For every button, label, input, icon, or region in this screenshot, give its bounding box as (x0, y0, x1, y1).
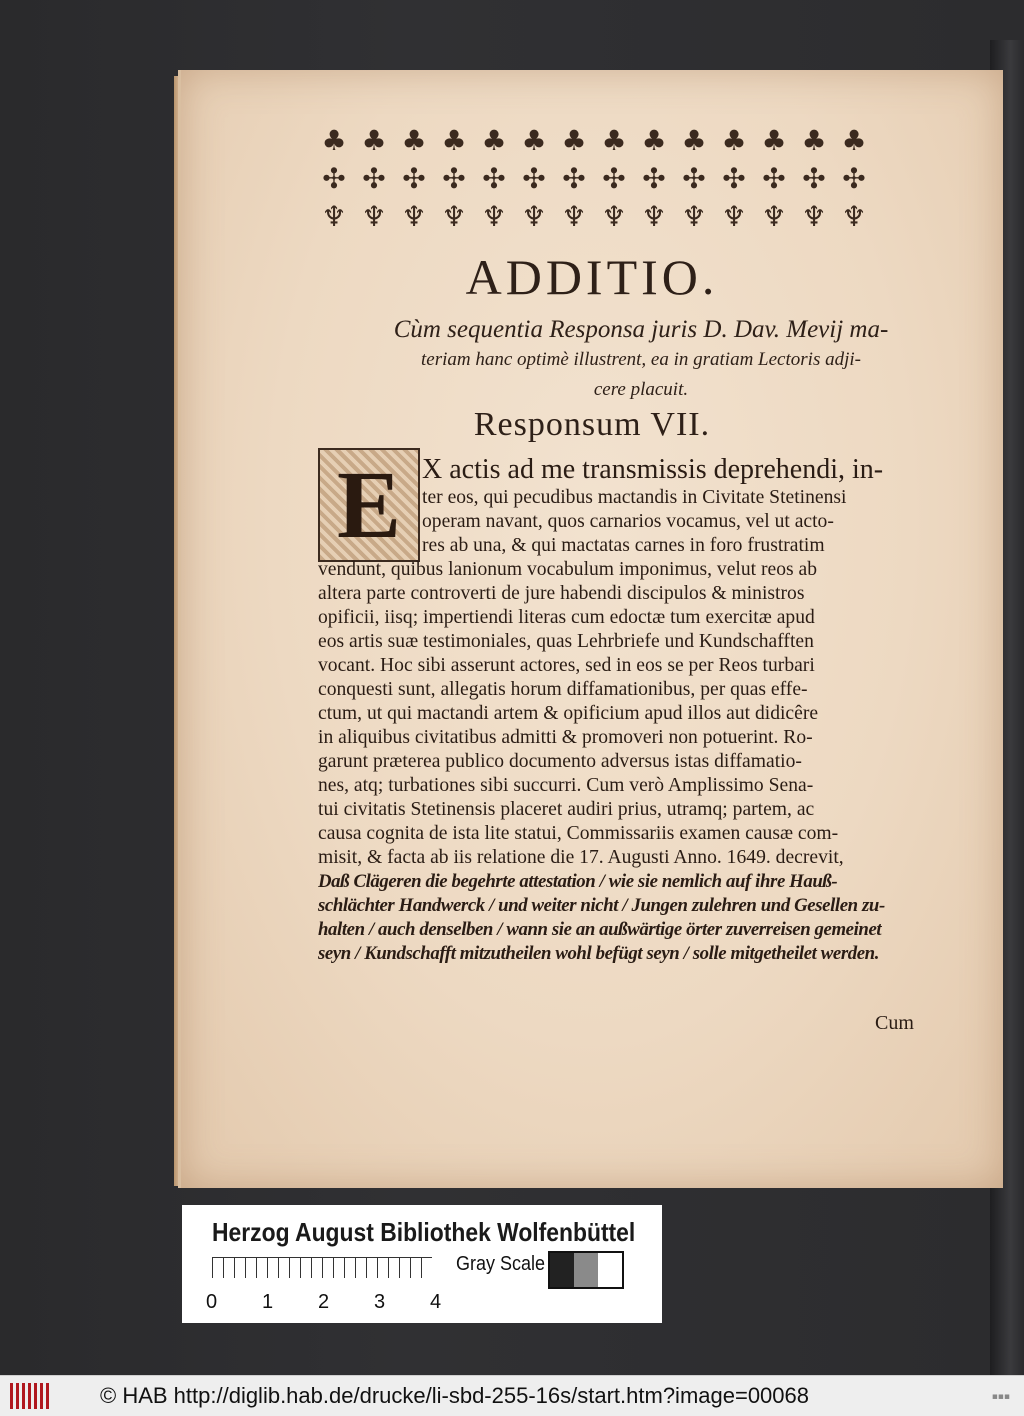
ruler-number: 1 (262, 1291, 274, 1313)
swatch-mid (574, 1253, 598, 1287)
text-line: eos artis suæ testimoniales, quas Lehrbriefe und Kundschafften (318, 631, 814, 652)
text-line: schlächter Handwerck / und weiter nicht / Jungen zulehren und Gesellen zu- (318, 895, 885, 916)
footer-bar (0, 1375, 1024, 1416)
ornament-glyph-icon: ♣ (641, 124, 667, 157)
gray-scale-label: Gray Scale (456, 1253, 546, 1275)
ornament-glyph-icon: ♣ (681, 124, 707, 157)
ornament-glyph-icon: ♣ (321, 124, 347, 157)
ornament-glyph-icon: ♆ (441, 200, 467, 233)
ornament-glyph-icon: ♣ (601, 124, 627, 157)
text-line: nes, atq; turbationes sibi succurri. Cum verò Amplissimo Sena- (318, 775, 814, 796)
text-line: causa cognita de ista lite statui, Commissariis examen causæ com- (318, 823, 839, 844)
ornament-glyph-icon: ♆ (481, 200, 507, 233)
ornament-glyph-icon: ♆ (401, 200, 427, 233)
ornament-glyph-icon: ♆ (841, 200, 867, 233)
ornament-glyph-icon: ♣ (521, 124, 547, 157)
ornament-glyph-icon: ♣ (761, 124, 787, 157)
scale-card (182, 1205, 662, 1323)
ornament-glyph-icon: ♣ (841, 124, 867, 157)
ornament-glyph-icon: ✣ (522, 162, 546, 195)
ruler-numbers (206, 1291, 446, 1313)
ornament-glyph-icon: ♣ (401, 124, 427, 157)
text-line: garunt præterea publico documento adversus istas diffamatio- (318, 751, 802, 772)
ornament-glyph-icon: ♣ (441, 124, 467, 157)
response-title: Responsum VII. (473, 406, 711, 443)
ornament-glyph-icon: ✣ (362, 162, 386, 195)
ornament-glyph-icon: ✣ (762, 162, 786, 195)
ornament-glyph-icon: ✣ (482, 162, 506, 195)
ornament-glyph-icon: ✣ (562, 162, 586, 195)
ornament-glyph-icon: ✣ (402, 162, 426, 195)
hab-logo-icon (10, 1383, 50, 1409)
ornament-row-bottom (319, 200, 869, 234)
ornament-glyph-icon: ♆ (801, 200, 827, 233)
ornament-glyph-icon: ♣ (721, 124, 747, 157)
ornament-glyph-icon: ✣ (802, 162, 826, 195)
text-line: seyn / Kundschafft mitzutheilen wohl befügt seyn / solle mitgetheilet werden. (318, 943, 880, 964)
subtitle-line-1: Cùm sequentia Responsa juris D. Dav. Mevij ma- (393, 316, 889, 343)
ornament-glyph-icon: ♆ (361, 200, 387, 233)
ornament-glyph-icon: ♆ (721, 200, 747, 233)
ornament-glyph-icon: ✣ (322, 162, 346, 195)
subtitle-line-2: teriam hanc optimè illustrent, ea in gratiam Lectoris adji- (421, 349, 861, 370)
text-line: opificii, iisq; impertiendi literas cum edoctæ tum exercitæ apud (318, 607, 815, 628)
ruler-number: 2 (318, 1291, 330, 1313)
text-line: operam navant, quos carnarios vocamus, vel ut acto- (422, 511, 834, 532)
swatch-light (598, 1253, 622, 1287)
ornament-glyph-icon: ♆ (641, 200, 667, 233)
initial-letter: E (336, 451, 402, 558)
ruler-number: 4 (430, 1291, 442, 1313)
subtitle-line-3: cere placuit. (593, 379, 689, 400)
text-line: conquesti sunt, allegatis horum diffamationibus, per quas effe- (318, 679, 808, 700)
text-line: vendunt, quibus lanionum vocabulum imponimus, velut reos ab (318, 559, 818, 580)
ornament-glyph-icon: ✣ (442, 162, 466, 195)
text-line: in aliquibus civitatibus admitti & promoveri non potuerint. Ro- (318, 727, 813, 748)
library-name: Herzog August Bibliothek Wolfenbüttel (212, 1217, 636, 1247)
ruler (212, 1257, 432, 1278)
ornament-glyph-icon: ✣ (722, 162, 746, 195)
body-text (318, 451, 938, 966)
text-line: vocant. Hoc sibi asserunt actores, sed in eos se per Reos turbari (318, 655, 815, 676)
ornament-glyph-icon: ♆ (681, 200, 707, 233)
ornament-glyph-icon: ♣ (561, 124, 587, 157)
ornament-glyph-icon: ♆ (601, 200, 627, 233)
text-line: halten / auch denselben / wann sie an außwärtige örter zuverreisen gemeinet (318, 919, 882, 940)
ornament-glyph-icon: ✣ (642, 162, 666, 195)
ornament-glyph-icon: ♆ (561, 200, 587, 233)
text-line: tui civitatis Stetinensis placeret audiri prius, utramq; partem, ac (318, 799, 815, 820)
text-line: X actis ad me transmissis deprehendi, in- (422, 454, 884, 485)
gray-swatches (548, 1251, 624, 1289)
ornament-band (319, 124, 869, 234)
footer-dots-icon: ▪▪▪ (991, 1392, 1010, 1402)
ornament-glyph-icon: ♆ (321, 200, 347, 233)
ornament-glyph-icon: ✣ (682, 162, 706, 195)
ornament-glyph-icon: ♆ (521, 200, 547, 233)
text-line: altera parte controverti de jure habendi discipulos & ministros (318, 583, 805, 604)
ruler-number: 3 (374, 1291, 386, 1313)
book-page (178, 70, 1003, 1188)
text-line: misit, & facta ab iis relatione die 17. Augusti Anno. 1649. decrevit, (318, 847, 844, 868)
ornament-glyph-icon: ♆ (761, 200, 787, 233)
ornament-glyph-icon: ✣ (602, 162, 626, 195)
ornament-row-top (319, 124, 869, 158)
ornament-glyph-icon: ♣ (801, 124, 827, 157)
ornament-glyph-icon: ♣ (361, 124, 387, 157)
text-line: Daß Clägeren die begehrte attestation / wie sie nemlich auf ihre Hauß- (318, 871, 838, 892)
swatch-dark (550, 1253, 574, 1287)
page-heading: ADDITIO. (465, 249, 719, 305)
ornament-row-middle (319, 162, 869, 196)
ornament-glyph-icon: ✣ (842, 162, 866, 195)
catchword: Cum (875, 1012, 914, 1034)
ornament-glyph-icon: ♣ (481, 124, 507, 157)
footer-credit: © HAB http://diglib.hab.de/drucke/li-sbd-255-16s/start.htm?image=00068 (100, 1383, 809, 1408)
text-line: ter eos, qui pecudibus mactandis in Civitate Stetinensi (422, 487, 847, 508)
subtitle (311, 315, 971, 405)
ruler-number: 0 (206, 1291, 218, 1313)
text-line: ctum, ut qui mactandi artem & opificium apud illos aut didicêre (318, 703, 819, 724)
text-line: res ab una, & qui mactatas carnes in foro frustratim (422, 535, 825, 556)
